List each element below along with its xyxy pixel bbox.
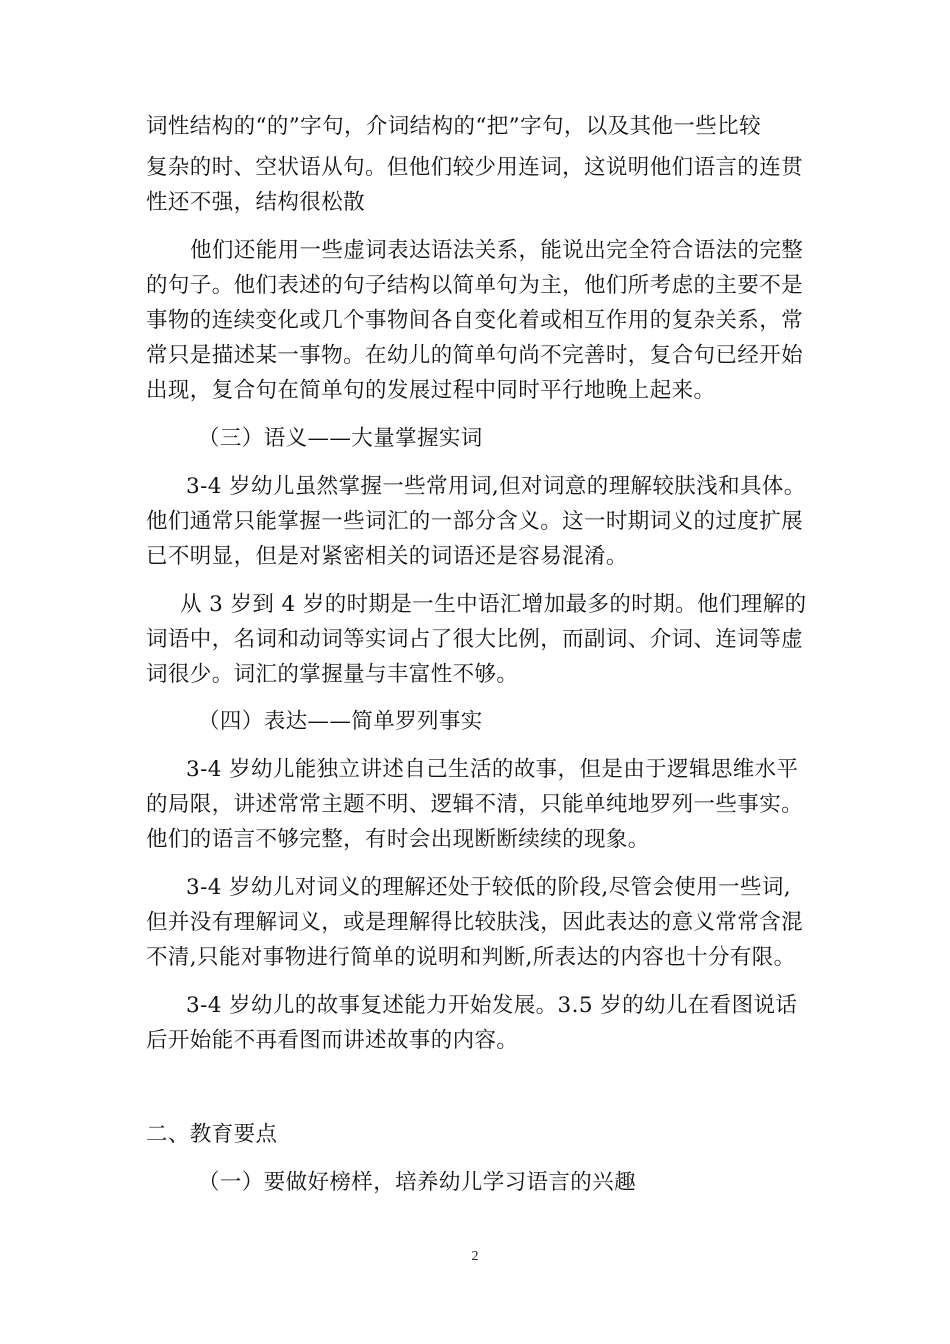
body-text-line: 复杂的时、空状语从句。但他们较少用连词，这说明他们语言的连贯 [146,155,804,180]
body-text-line: 他们的语言不够完整，有时会出现断断续续的现象。 [146,827,650,852]
body-text-line: 3-4 岁幼儿对词义的理解还处于较低的阶段,尽管会使用一些词, [186,875,792,900]
section-heading: （四）表达——简单罗列事实 [198,709,483,734]
body-text-line: 出现，复合句在简单句的发展过程中同时平行地晚上起来。 [146,378,716,403]
body-text-line: 3-4 岁幼儿的故事复述能力开始发展。3.5 岁的幼儿在看图说话 [186,993,798,1018]
page-number: 2 [471,1249,479,1264]
body-text-line: 常只是描述某一事物。在幼儿的简单句尚不完善时，复合句已经开始 [146,343,804,368]
body-text-line: 他们还能用一些虚词表达语法关系，能说出完全符合语法的完整 [190,238,804,263]
body-text-line: 词语中，名词和动词等实词占了很大比例，而副词、介词、连词等虚 [146,627,804,652]
body-text-line: 3-4 岁幼儿能独立讲述自己生活的故事，但是由于逻辑思维水平 [186,757,799,782]
body-text-line: 性还不强，结构很松散 [146,190,366,215]
body-text-line: 但并没有理解词义，或是理解得比较肤浅，因此表达的意义常常含混 [146,910,804,935]
body-text-line: 词很少。词汇的掌握量与丰富性不够。 [146,662,519,687]
body-text-line: 3-4 岁幼儿虽然掌握一些常用词,但对词意的理解较肤浅和具体。 [186,474,806,499]
body-text-line: 从 3 岁到 4 岁的时期是一生中语汇增加最多的时期。他们理解的 [180,592,807,617]
body-text-line: 的句子。他们表述的句子结构以简单句为主，他们所考虑的主要不是 [146,273,804,298]
section-heading: （一）要做好榜样，培养幼儿学习语言的兴趣 [198,1170,637,1195]
body-text-line: 的局限，讲述常常主题不明、逻辑不清，只能单纯地罗列一些事实。 [146,792,804,817]
body-text-line: 词性结构的“的”字句，介词结构的“把”字句，以及其他一些比较 [146,114,761,139]
body-text-line: 不清,只能对事物进行简单的说明和判断,所表达的内容也十分有限。 [146,945,796,970]
section-heading: （三）语义——大量掌握实词 [198,426,483,451]
body-text-line: 事物的连续变化或几个事物间各自变化着或相互作用的复杂关系，常 [146,308,804,333]
body-text-line: 他们通常只能掌握一些词汇的一部分含义。这一时期词义的过度扩展 [146,509,804,534]
section-heading: 二、教育要点 [146,1122,278,1147]
body-text-line: 已不明显，但是对紧密相关的词语还是容易混淆。 [146,544,628,569]
body-text-line: 后开始能不再看图而讲述故事的内容。 [146,1028,519,1053]
